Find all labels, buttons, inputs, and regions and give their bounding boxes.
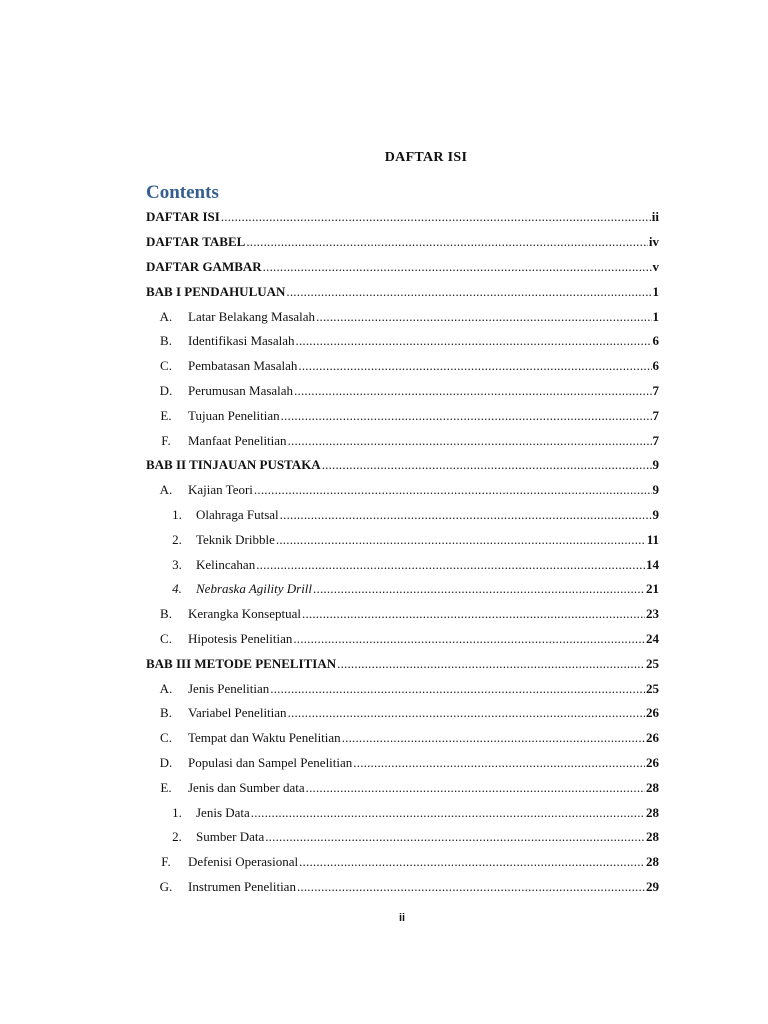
- toc-entry-page: 7: [652, 432, 659, 448]
- toc-entry-title: Defenisi Operasional: [188, 854, 299, 870]
- toc-entry-number: E.: [160, 407, 172, 423]
- toc-entry[interactable]: [146, 503, 659, 528]
- toc-entry-page: 23: [646, 606, 659, 622]
- toc-dot-leader: [342, 730, 645, 746]
- page-heading: DAFTAR ISI: [384, 150, 468, 165]
- toc-entry-title: BAB II TINJAUAN PUSTAKA: [146, 457, 321, 473]
- table-of-contents: [146, 205, 659, 899]
- toc-entry-page: ii: [651, 209, 659, 225]
- toc-entry-title: Kajian Teori: [188, 482, 253, 498]
- toc-entry-title: Instrumen Penelitian: [188, 878, 296, 894]
- toc-entry-title: Tempat dan Waktu Penelitian: [188, 730, 341, 746]
- footer-page-number: ii: [398, 912, 406, 924]
- toc-entry-number: B.: [160, 606, 172, 622]
- toc-dot-leader: [322, 457, 652, 473]
- toc-entry-page: 26: [646, 754, 659, 770]
- toc-entry-title: Kelincahan: [196, 556, 256, 572]
- toc-entry-number: G.: [159, 878, 173, 894]
- toc-entry-title: Populasi dan Sampel Penelitian: [188, 754, 353, 770]
- toc-entry-page: 28: [646, 829, 659, 845]
- toc-entry[interactable]: [146, 577, 659, 602]
- toc-entry-page: 21: [646, 581, 659, 597]
- toc-entry-title: Tujuan Penelitian: [188, 407, 280, 423]
- toc-entry-number: 2.: [172, 531, 182, 547]
- toc-entry-page: 25: [646, 680, 659, 696]
- toc-entry-page: iv: [648, 234, 659, 250]
- toc-entry-number: B.: [160, 333, 172, 349]
- toc-entry-number: C.: [160, 630, 172, 646]
- toc-entry-page: 26: [646, 705, 659, 721]
- toc-entry-page: 9: [652, 457, 659, 473]
- toc-dot-leader: [256, 557, 645, 573]
- toc-entry[interactable]: [146, 701, 659, 726]
- toc-entry[interactable]: [146, 403, 659, 428]
- toc-entry[interactable]: [146, 304, 659, 329]
- toc-dot-leader: [288, 705, 645, 721]
- toc-entry-title: Jenis Penelitian: [188, 680, 270, 696]
- toc-entry[interactable]: [146, 478, 659, 503]
- toc-entry-title: Latar Belakang Masalah: [188, 308, 316, 324]
- toc-entry-number: E.: [160, 779, 172, 795]
- toc-entry-title: DAFTAR GAMBAR: [146, 258, 262, 274]
- toc-entry-page: 7: [652, 407, 659, 423]
- toc-entry[interactable]: [146, 354, 659, 379]
- toc-entry-page: 11: [646, 531, 659, 547]
- toc-entry[interactable]: [146, 676, 659, 701]
- toc-dot-leader: [313, 581, 645, 597]
- toc-entry[interactable]: [146, 255, 659, 280]
- toc-entry-title: Identifikasi Masalah: [188, 333, 295, 349]
- toc-entry-number: C.: [160, 358, 172, 374]
- toc-entry[interactable]: [146, 627, 659, 652]
- toc-dot-leader: [306, 780, 645, 796]
- toc-entry-number: F.: [161, 432, 171, 448]
- toc-entry-title: Pembatasan Masalah: [188, 358, 298, 374]
- toc-entry-number: D.: [159, 754, 173, 770]
- toc-dot-leader: [298, 358, 651, 374]
- toc-entry-page: 28: [646, 779, 659, 795]
- toc-entry[interactable]: [146, 726, 659, 751]
- toc-entry-number: A.: [159, 482, 173, 498]
- toc-entry-title: BAB I PENDAHULUAN: [146, 283, 286, 299]
- toc-entry-title: Teknik Dribble: [196, 531, 275, 547]
- toc-entry-title: Olahraga Futsal: [196, 506, 279, 522]
- toc-entry[interactable]: [146, 751, 659, 776]
- toc-entry[interactable]: [146, 825, 659, 850]
- toc-entry[interactable]: [146, 527, 659, 552]
- toc-dot-leader: [276, 532, 646, 548]
- toc-entry-number: 2.: [172, 829, 182, 845]
- toc-entry-number: A.: [159, 308, 173, 324]
- toc-entry[interactable]: [146, 850, 659, 875]
- toc-dot-leader: [281, 408, 652, 424]
- toc-entry[interactable]: [146, 428, 659, 453]
- toc-dot-leader: [280, 507, 652, 523]
- toc-dot-leader: [297, 879, 645, 895]
- toc-dot-leader: [246, 234, 648, 250]
- toc-entry-title: Sumber Data: [196, 829, 265, 845]
- toc-dot-leader: [288, 433, 652, 449]
- toc-entry-page: 9: [652, 506, 659, 522]
- toc-dot-leader: [221, 209, 651, 225]
- toc-dot-leader: [302, 606, 645, 622]
- toc-entry-page: 9: [652, 482, 659, 498]
- toc-entry-number: C.: [160, 730, 172, 746]
- toc-entry-page: 6: [652, 358, 659, 374]
- toc-dot-leader: [254, 482, 652, 498]
- toc-entry[interactable]: [146, 800, 659, 825]
- toc-dot-leader: [265, 829, 645, 845]
- toc-dot-leader: [294, 383, 651, 399]
- toc-entry-page: 6: [652, 333, 659, 349]
- toc-dot-leader: [293, 631, 645, 647]
- toc-entry-number: F.: [161, 854, 171, 870]
- toc-entry[interactable]: [146, 552, 659, 577]
- toc-entry[interactable]: [146, 775, 659, 800]
- toc-entry[interactable]: [146, 453, 659, 478]
- toc-entry-number: 4.: [172, 581, 182, 597]
- toc-dot-leader: [316, 309, 651, 325]
- toc-entry-page: 14: [646, 556, 659, 572]
- toc-dot-leader: [296, 333, 652, 349]
- contents-heading: Contents: [146, 182, 219, 203]
- toc-dot-leader: [353, 755, 645, 771]
- toc-entry-number: 1.: [172, 804, 182, 820]
- toc-entry-number: B.: [160, 705, 172, 721]
- toc-entry-title: DAFTAR TABEL: [146, 234, 246, 250]
- toc-entry-title: Variabel Penelitian: [188, 705, 287, 721]
- toc-entry-title: Jenis Data: [196, 804, 250, 820]
- toc-dot-leader: [337, 656, 645, 672]
- toc-entry-title: Manfaat Penelitian: [188, 432, 287, 448]
- toc-entry-title: BAB III METODE PENELITIAN: [146, 655, 337, 671]
- toc-dot-leader: [286, 284, 651, 300]
- toc-entry-page: v: [652, 258, 659, 274]
- toc-entry[interactable]: [146, 205, 659, 230]
- toc-entry-number: 3.: [172, 556, 182, 572]
- toc-dot-leader: [299, 854, 645, 870]
- toc-entry[interactable]: [146, 230, 659, 255]
- toc-entry-page: 26: [646, 730, 659, 746]
- toc-entry-page: 28: [646, 804, 659, 820]
- toc-entry-page: 1: [652, 308, 659, 324]
- toc-dot-leader: [270, 681, 645, 697]
- toc-entry-title: Jenis dan Sumber data: [188, 779, 305, 795]
- toc-entry[interactable]: [146, 329, 659, 354]
- toc-entry[interactable]: [146, 379, 659, 404]
- toc-entry-number: D.: [159, 382, 173, 398]
- toc-entry[interactable]: [146, 602, 659, 627]
- toc-entry[interactable]: [146, 651, 659, 676]
- toc-entry-page: 24: [646, 630, 659, 646]
- toc-entry-title: Hipotesis Penelitian: [188, 630, 293, 646]
- toc-entry-title: DAFTAR ISI: [146, 209, 220, 225]
- toc-entry-page: 7: [652, 382, 659, 398]
- toc-entry-page: 28: [646, 854, 659, 870]
- toc-entry-number: 1.: [172, 506, 182, 522]
- toc-entry-title: Nebraska Agility Drill: [196, 581, 313, 597]
- toc-entry-number: A.: [159, 680, 173, 696]
- toc-dot-leader: [263, 259, 652, 275]
- toc-entry-title: Perumusan Masalah: [188, 382, 294, 398]
- toc-entry-page: 29: [646, 878, 659, 894]
- toc-entry[interactable]: [146, 875, 659, 900]
- toc-dot-leader: [251, 805, 645, 821]
- toc-entry-page: 25: [646, 655, 659, 671]
- toc-entry-title: Kerangka Konseptual: [188, 606, 301, 622]
- toc-entry[interactable]: [146, 279, 659, 304]
- toc-entry-page: 1: [652, 283, 659, 299]
